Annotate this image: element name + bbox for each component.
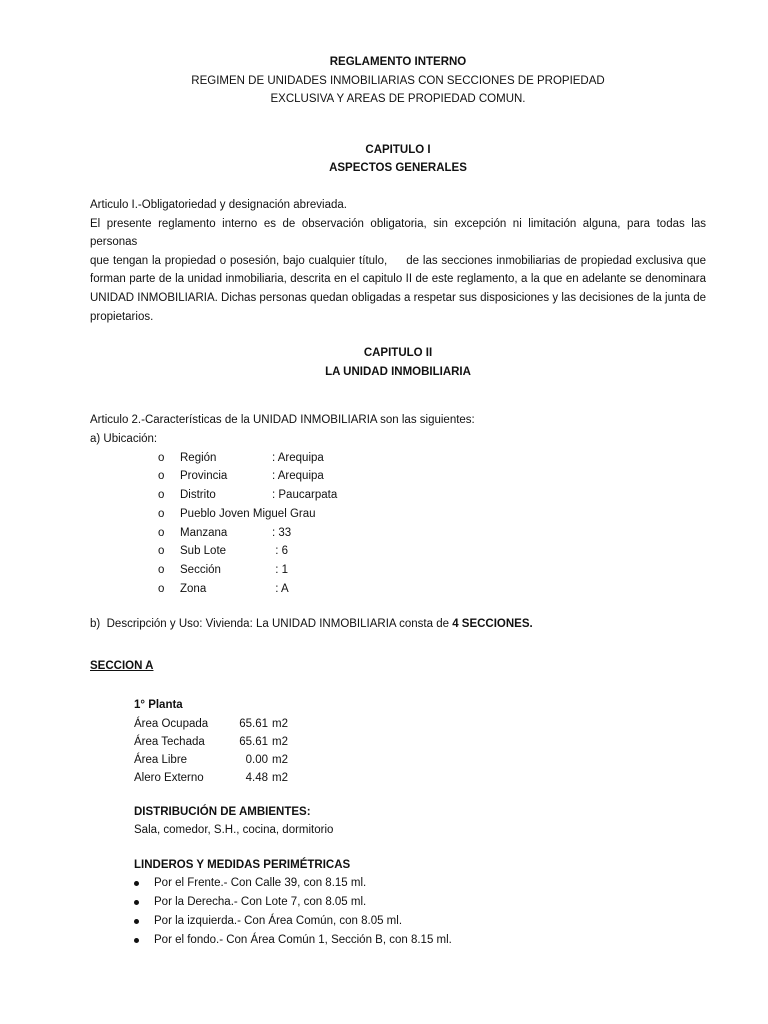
paragraph-line: UNIDAD INMOBILIARIA. Dichas personas quedan obligadas a respetar sus disposiciones y las decisiones de la junta de [90, 291, 706, 304]
boundary-text: Por la Derecha.- Con Lote 7, con 8.05 ml. [154, 896, 367, 909]
circle-bullet-icon: o [158, 470, 165, 483]
location-value: : 1 [272, 564, 288, 577]
spacer [90, 599, 706, 615]
boundary-item [90, 874, 706, 893]
article-1-heading: Articulo I.-Obligatoriedad y designación abreviada. [90, 198, 347, 211]
location-key: Manzana [180, 526, 228, 539]
area-row [134, 769, 706, 787]
paragraph-line: forman parte de la unidad inmobiliaria, descrita en el capitulo II de este reglamento, a la que en adelante se denominara [90, 273, 706, 286]
area-value: 4.48 [245, 771, 268, 784]
circle-bullet-icon: o [158, 545, 165, 558]
location-key: Pueblo Joven Miguel Grau [180, 507, 316, 520]
section-a-title: SECCION A [90, 660, 154, 673]
spacer [90, 633, 706, 657]
disc-bullet-icon [134, 900, 139, 905]
spacer [90, 109, 706, 141]
area-list [134, 715, 706, 787]
circle-bullet-icon: o [158, 564, 165, 577]
paragraph-line: que tengan la propiedad o posesión, bajo cualquier título, de las secciones inmobiliarias de propiedad exclusiva que [90, 254, 706, 267]
description-line [90, 615, 706, 634]
distribution-heading: DISTRIBUCIÓN DE AMBIENTES: [134, 805, 311, 818]
article-2-heading: Articulo 2.-Características de la UNIDAD INMOBILIARIA son las siguientes: [90, 414, 475, 427]
boundary-text: Por el fondo.- Con Área Común 1, Sección B, con 8.15 ml. [154, 934, 452, 947]
description-text: b) Descripción y Uso: Vivienda: La UNIDAD INMOBILIARIA consta de [90, 617, 453, 630]
area-unit: m2 [272, 753, 288, 766]
location-item [90, 542, 706, 561]
chapter-1-title: ASPECTOS GENERALES [329, 162, 467, 175]
location-heading: a) Ubicación: [90, 432, 158, 445]
disc-bullet-icon [134, 919, 139, 924]
chapter-1-label: CAPITULO I [365, 143, 431, 156]
area-row [134, 751, 706, 769]
boundaries-heading: LINDEROS Y MEDIDAS PERIMÉTRICAS [134, 858, 351, 871]
spacer [134, 787, 706, 803]
location-item [90, 580, 706, 599]
circle-bullet-icon: o [158, 583, 165, 596]
area-row [134, 715, 706, 733]
location-item [90, 505, 706, 524]
area-unit: m2 [272, 717, 288, 730]
spacer [90, 381, 706, 411]
circle-bullet-icon: o [158, 451, 165, 464]
location-value: : Paucarpata [272, 489, 338, 502]
circle-bullet-icon: o [158, 526, 165, 539]
disc-bullet-icon [134, 881, 139, 886]
chapter-2-title: LA UNIDAD INMOBILIARIA [325, 365, 471, 378]
description-sections-count: 4 SECCIONES. [452, 617, 533, 630]
floor-label: 1° Planta [134, 699, 183, 712]
area-value: 65.61 [239, 717, 268, 730]
document-content [90, 53, 706, 950]
location-value: : 33 [272, 526, 292, 539]
disc-bullet-icon [134, 938, 139, 943]
area-value: 65.61 [239, 735, 268, 748]
location-key: Sub Lote [180, 545, 227, 558]
spacer [90, 178, 706, 196]
area-label: Área Libre [134, 753, 188, 766]
location-key: Distrito [180, 489, 216, 502]
area-unit: m2 [272, 735, 288, 748]
document-subtitle-line-2: EXCLUSIVA Y AREAS DE PROPIEDAD COMUN. [270, 93, 526, 106]
location-item [90, 524, 706, 543]
circle-bullet-icon: o [158, 507, 165, 520]
location-list [90, 449, 706, 599]
location-item [90, 467, 706, 486]
location-item [90, 486, 706, 505]
location-key: Provincia [180, 470, 228, 483]
location-value: : A [272, 583, 289, 596]
article-1-paragraph [90, 215, 706, 327]
spacer [134, 840, 706, 856]
document-title: REGLAMENTO INTERNO [329, 56, 467, 68]
document-subtitle-line-1: REGIMEN DE UNIDADES INMOBILIARIAS CON SECCIONES DE PROPIEDAD [191, 74, 605, 87]
paragraph-line: propietarios. [90, 310, 154, 323]
location-value: : Arequipa [272, 451, 324, 464]
spacer [90, 326, 706, 344]
location-item [90, 561, 706, 580]
location-key: Zona [180, 583, 207, 596]
distribution-text: Sala, comedor, S.H., cocina, dormitorio [134, 824, 334, 837]
spacer [90, 676, 706, 696]
location-item [90, 449, 706, 468]
boundary-item [90, 912, 706, 931]
area-unit: m2 [272, 771, 288, 784]
paragraph-line: El presente reglamento interno es de observación obligatoria, sin excepción ni limitación alguna, para todas las personas [90, 217, 706, 249]
location-key: Sección [180, 564, 221, 577]
location-key: Región [180, 451, 217, 464]
boundaries-list [90, 874, 706, 950]
circle-bullet-icon: o [158, 489, 165, 502]
location-value: : Arequipa [272, 470, 324, 483]
boundary-item [90, 931, 706, 950]
boundary-text: Por la izquierda.- Con Área Común, con 8.05 ml. [154, 915, 403, 928]
area-label: Área Techada [134, 735, 205, 748]
area-row [134, 733, 706, 751]
boundary-text: Por el Frente.- Con Calle 39, con 8.15 ml. [154, 877, 367, 890]
section-a-body [90, 696, 706, 874]
area-value: 0.00 [245, 753, 268, 766]
area-label: Área Ocupada [134, 717, 209, 730]
boundary-item [90, 893, 706, 912]
area-label: Alero Externo [134, 771, 204, 784]
chapter-2-label: CAPITULO II [363, 347, 433, 360]
location-value: : 6 [272, 545, 288, 558]
